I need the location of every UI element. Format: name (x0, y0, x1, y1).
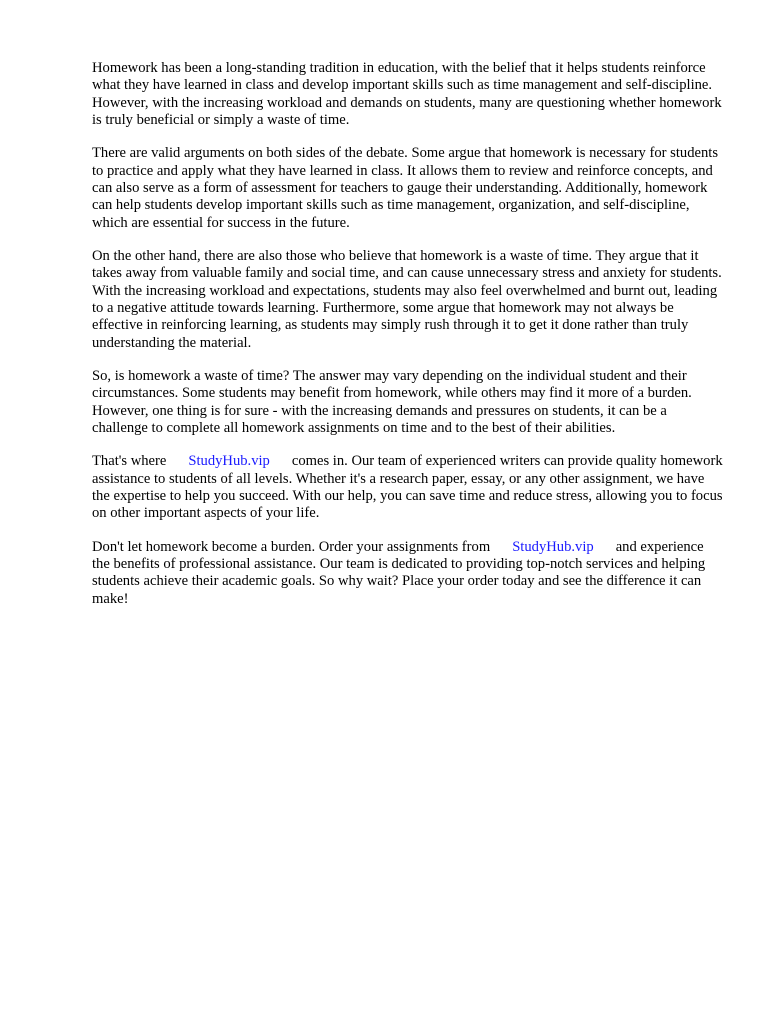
paragraph-call-to-action (92, 539, 724, 608)
paragraph-studyhub-intro-before: That's where (92, 453, 167, 470)
studyhub-order-link[interactable]: StudyHub.vip (512, 538, 594, 555)
document-body (92, 60, 724, 624)
paragraph-call-to-action-before: Don't let homework become a burden. Order your assignments from (92, 538, 491, 555)
paragraph-studyhub-intro (92, 453, 724, 522)
paragraph-studyhub-intro-after: comes in. Our team of experienced writers can provide quality homework assistance to students of all levels. Whether it's a research paper, essay, or any other assignment, we have the expertise to help you succeed. With our help, you can save time and reduce stress, allowing you to focus on other important aspects of your life. (92, 453, 723, 522)
paragraph-call-to-action-after: and experience the benefits of professional assistance. Our team is dedicated to providing top-notch services and helping students achieve their academic goals. So why wait? Place your order today and see the difference it can make! (92, 538, 706, 607)
paragraph-intro: Homework has been a long-standing tradition in education, with the belief that it helps students reinforce what they have learned in class and develop important skills such as time management and self-discipline. However, with the increasing workload and demands on students, many are questioning whether homework is truly beneficial or simply a waste of time. (92, 60, 722, 128)
studyhub-link[interactable]: StudyHub.vip (188, 453, 270, 470)
paragraph-conclusion: So, is homework a waste of time? The answer may vary depending on the individual student and their circumstances. Some students may benefit from homework, while others may find it more of a burden. However, one thing is for sure - with the increasing demands and pressures on students, it can be a challenge to complete all homework assignments on time and to the best of their abilities. (92, 368, 692, 436)
paragraph-arguments-for: There are valid arguments on both sides of the debate. Some argue that homework is necessary for students to practice and apply what they have learned in class. It allows them to review and reinforce concepts, and can also serve as a form of assessment for teachers to gauge their understanding. Additionally, homework can help students develop important skills such as time management, organization, and self-discipline, which are essential for success in the future. (92, 145, 719, 231)
paragraph-arguments-against: On the other hand, there are also those who believe that homework is a waste of time. They argue that it takes away from valuable family and social time, and can cause unnecessary stress and anxiety for students. With the increasing workload and expectations, students may also feel overwhelmed and burnt out, leading to a negative attitude towards learning. Furthermore, some argue that homework may not always be effective in reinforcing learning, as students may simply rush through it to get it done rather than truly understanding the material. (92, 248, 722, 351)
